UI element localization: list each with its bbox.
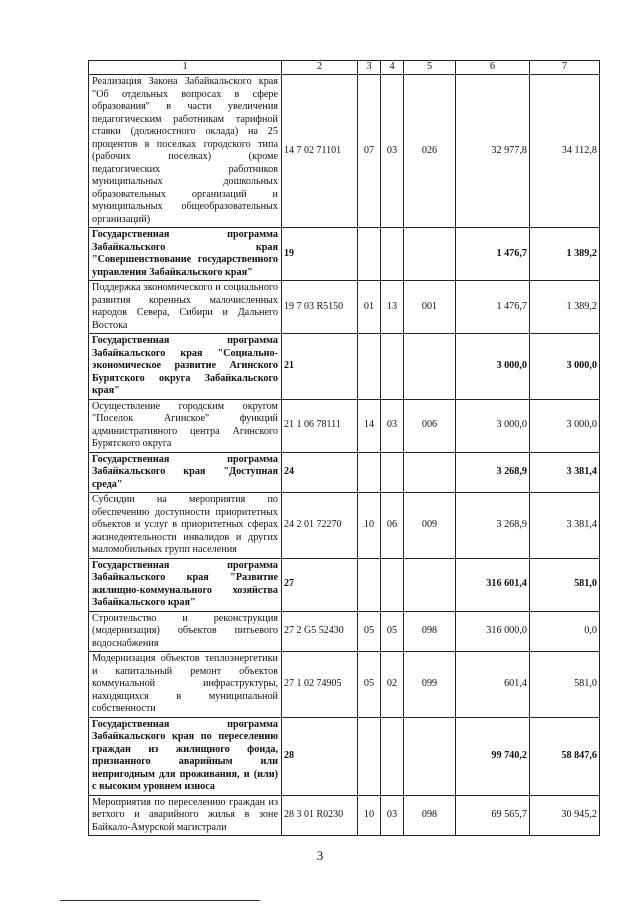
row-section-cell	[358, 452, 381, 493]
row-code-cell: 21 1 06 78111	[282, 399, 358, 452]
row-amount-year2-cell: 581,0	[530, 558, 600, 611]
row-amount-year2-cell: 3 381,4	[530, 493, 600, 559]
row-ministry-cell: 098	[404, 795, 456, 836]
row-name-cell: Осуществление городским округом "Поселок Агинское" функций административного центра Агинского Бурятского округа	[89, 399, 282, 452]
row-amount-year1-cell: 3 000,0	[456, 334, 530, 400]
header-cell: 4	[381, 61, 404, 75]
footer-rule	[60, 900, 260, 901]
row-name-cell: Модернизация объектов теплоэнергетики и капитальный ремонт объектов коммунальной инфраструктуры, находящихся в муниципальной собственности	[89, 652, 282, 718]
header-cell: 7	[530, 61, 600, 75]
row-amount-year1-cell: 99 740,2	[456, 717, 530, 795]
row-ministry-cell	[404, 334, 456, 400]
row-code-cell: 24	[282, 452, 358, 493]
row-ministry-cell	[404, 228, 456, 281]
row-amount-year1-cell: 69 565,7	[456, 795, 530, 836]
row-amount-year2-cell: 30 945,2	[530, 795, 600, 836]
table-row	[89, 399, 600, 452]
row-code-cell: 19 7 03 R5150	[282, 281, 358, 334]
row-subsection-cell	[381, 228, 404, 281]
row-section-cell	[358, 334, 381, 400]
row-section-cell: 10	[358, 795, 381, 836]
row-subsection-cell: 02	[381, 652, 404, 718]
row-name-cell: Поддержка экономического и социального развития коренных малочисленных народов Севера, Сибири и Дальнего Востока	[89, 281, 282, 334]
row-name-cell: Субсидии на мероприятия по обеспечению доступности приоритетных объектов и услуг в приоритетных сферах жизнедеятельности инвалидов и других маломобильных групп населения	[89, 493, 282, 559]
row-subsection-cell	[381, 558, 404, 611]
row-section-cell	[358, 228, 381, 281]
row-amount-year1-cell: 3 000,0	[456, 399, 530, 452]
row-section-cell	[358, 717, 381, 795]
row-ministry-cell: 098	[404, 611, 456, 652]
row-name-cell: Государственная программа Забайкальского края "Совершенствование государственного управления Забайкальского края"	[89, 228, 282, 281]
row-ministry-cell: 099	[404, 652, 456, 718]
row-subsection-cell	[381, 334, 404, 400]
row-section-cell: 07	[358, 75, 381, 228]
row-amount-year2-cell: 581,0	[530, 652, 600, 718]
row-amount-year1-cell: 1 476,7	[456, 228, 530, 281]
row-name-cell: Государственная программа Забайкальского края по переселению граждан из жилищного фонда, признанного аварийным или непригодным для проживания, и (или) с высоким уровнем износа	[89, 717, 282, 795]
row-amount-year1-cell: 32 977,8	[456, 75, 530, 228]
row-code-cell: 27	[282, 558, 358, 611]
header-cell: 6	[456, 61, 530, 75]
row-subsection-cell: 05	[381, 611, 404, 652]
row-subsection-cell	[381, 452, 404, 493]
header-cell: 5	[404, 61, 456, 75]
row-name-cell: Государственная программа Забайкальского края "Развитие жилищно-коммунального хозяйства Забайкальского края"	[89, 558, 282, 611]
header-cell: 2	[282, 61, 358, 75]
table-row	[89, 558, 600, 611]
row-section-cell: 10	[358, 493, 381, 559]
row-amount-year1-cell: 1 476,7	[456, 281, 530, 334]
row-name-cell: Государственная программа Забайкальского края "Социально-экономическое развитие Агинского Бурятского округа Забайкальского края"	[89, 334, 282, 400]
table-row	[89, 652, 600, 718]
row-name-cell: Мероприятия по переселению граждан из ветхого и аварийного жилья в зоне Байкало-Амурской магистрали	[89, 795, 282, 836]
row-amount-year2-cell: 3 000,0	[530, 399, 600, 452]
row-amount-year2-cell: 0,0	[530, 611, 600, 652]
page-number: 3	[316, 848, 324, 863]
row-section-cell	[358, 558, 381, 611]
row-ministry-cell: 009	[404, 493, 456, 559]
table-row	[89, 611, 600, 652]
row-subsection-cell: 03	[381, 795, 404, 836]
row-ministry-cell: 001	[404, 281, 456, 334]
row-code-cell: 24 2 01 72270	[282, 493, 358, 559]
row-amount-year1-cell: 3 268,9	[456, 452, 530, 493]
row-name-cell: Реализация Закона Забайкальского края "Об отдельных вопросах в сфере образования" в части увеличения педагогическим работникам тарифной ставки (должностного оклада) на 25 процентов в поселках городского типа (рабочих поселках) (кроме педагогических работников муниципальных дошкольных образовательных организаций и муниципальных общеобразовательных организаций)	[89, 75, 282, 228]
table-row	[89, 493, 600, 559]
budget-table	[88, 60, 600, 836]
row-code-cell: 28 3 01 R0230	[282, 795, 358, 836]
row-amount-year2-cell: 3 381,4	[530, 452, 600, 493]
row-section-cell: 05	[358, 652, 381, 718]
row-code-cell: 21	[282, 334, 358, 400]
table-row	[89, 717, 600, 795]
row-subsection-cell: 03	[381, 75, 404, 228]
row-section-cell: 14	[358, 399, 381, 452]
header-cell: 3	[358, 61, 381, 75]
row-amount-year2-cell: 3 000,0	[530, 334, 600, 400]
row-code-cell: 27 2 G5 52430	[282, 611, 358, 652]
row-ministry-cell	[404, 717, 456, 795]
table-row	[89, 75, 600, 228]
row-code-cell: 14 7 02 71101	[282, 75, 358, 228]
row-ministry-cell	[404, 452, 456, 493]
row-ministry-cell	[404, 558, 456, 611]
row-name-cell: Строительство и реконструкция (модернизация) объектов питьевого водоснабжения	[89, 611, 282, 652]
row-name-cell: Государственная программа Забайкальского края "Доступная среда"	[89, 452, 282, 493]
row-code-cell: 27 1 02 74905	[282, 652, 358, 718]
row-subsection-cell	[381, 717, 404, 795]
row-ministry-cell: 006	[404, 399, 456, 452]
row-amount-year2-cell: 58 847,6	[530, 717, 600, 795]
row-amount-year1-cell: 3 268,9	[456, 493, 530, 559]
row-amount-year2-cell: 1 389,2	[530, 228, 600, 281]
row-ministry-cell: 026	[404, 75, 456, 228]
table-row	[89, 281, 600, 334]
row-code-cell: 28	[282, 717, 358, 795]
row-amount-year1-cell: 316 601,4	[456, 558, 530, 611]
row-amount-year2-cell: 1 389,2	[530, 281, 600, 334]
row-subsection-cell: 06	[381, 493, 404, 559]
row-section-cell: 01	[358, 281, 381, 334]
header-cell: 1	[89, 61, 282, 75]
table-header-row	[89, 61, 600, 75]
row-subsection-cell: 13	[381, 281, 404, 334]
row-amount-year2-cell: 34 112,8	[530, 75, 600, 228]
row-code-cell: 19	[282, 228, 358, 281]
table-row	[89, 452, 600, 493]
table-row	[89, 795, 600, 836]
table-row	[89, 228, 600, 281]
row-amount-year1-cell: 316 000,0	[456, 611, 530, 652]
row-section-cell: 05	[358, 611, 381, 652]
table-row	[89, 334, 600, 400]
row-subsection-cell: 03	[381, 399, 404, 452]
row-amount-year1-cell: 601,4	[456, 652, 530, 718]
